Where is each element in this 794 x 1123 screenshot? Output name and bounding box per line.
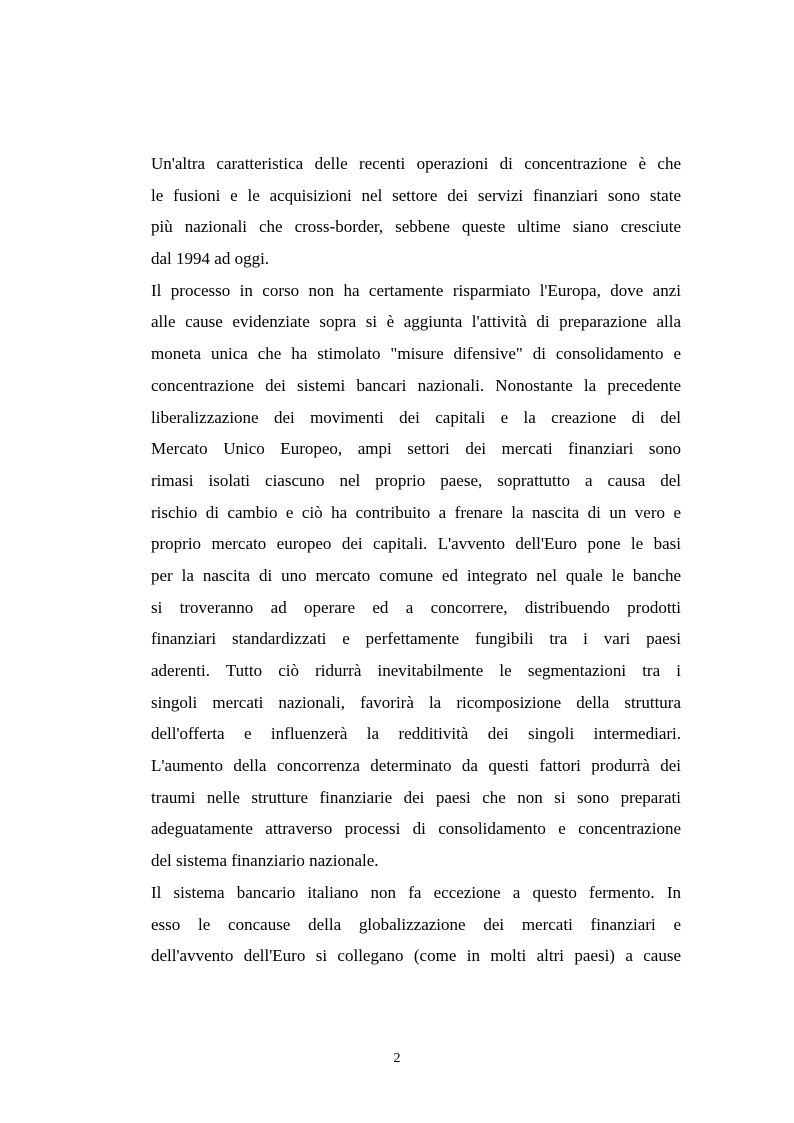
text-line: Mercato Unico Europeo, ampi settori dei mercati finanziari sono	[151, 439, 681, 459]
text-line: si troveranno ad operare ed a concorrere, distribuendo prodotti	[151, 597, 681, 617]
text-line: del sistema finanziario nazionale.	[151, 851, 379, 871]
text-line: moneta unica che ha stimolato "misure difensive" di consolidamento e	[151, 344, 681, 364]
text-line: le fusioni e le acquisizioni nel settore dei servizi finanziari sono state	[151, 185, 681, 205]
paragraph-2	[151, 275, 681, 877]
text-line: aderenti. Tutto ciò ridurrà inevitabilmente le segmentazioni tra i	[151, 661, 681, 680]
text-line: Il processo in corso non ha certamente risparmiato l'Europa, dove anzi	[151, 280, 681, 300]
text-line: esso le concause della globalizzazione dei mercati finanziari e	[151, 914, 681, 934]
text-line: dell'offerta e influenzerà la redditività dei singoli intermediari.	[151, 724, 681, 744]
text-line: alle cause evidenziate sopra si è aggiunta l'attività di preparazione alla	[151, 312, 681, 332]
text-line: adeguatamente attraverso processi di consolidamento e concentrazione	[151, 819, 681, 839]
page-number: 2	[393, 1051, 401, 1066]
text-line: dell'avvento dell'Euro si collegano (come in molti altri paesi) a cause	[151, 946, 681, 966]
text-line: L'aumento della concorrenza determinato da questi fattori produrrà dei	[151, 756, 681, 776]
text-line: finanziari standardizzati e perfettamente fungibili tra i vari paesi	[151, 629, 681, 649]
text-line: Il sistema bancario italiano non fa eccezione a questo fermento. In	[151, 882, 681, 902]
paragraph-3	[151, 877, 681, 972]
body-text	[151, 148, 681, 972]
text-line: per la nascita di uno mercato comune ed integrato nel quale le banche	[151, 565, 681, 585]
text-line: rimasi isolati ciascuno nel proprio paese, soprattutto a causa del	[151, 470, 681, 490]
text-line: singoli mercati nazionali, favorirà la ricomposizione della struttura	[151, 692, 681, 712]
text-line: traumi nelle strutture finanziarie dei paesi che non si sono preparati	[151, 787, 681, 807]
text-line: più nazionali che cross-border, sebbene queste ultime siano cresciute	[151, 217, 681, 237]
text-line: liberalizzazione dei movimenti dei capitali e la creazione di del	[151, 407, 681, 427]
text-line: concentrazione dei sistemi bancari nazionali. Nonostante la precedente	[151, 375, 681, 395]
text-line: Un'altra caratteristica delle recenti operazioni di concentrazione è che	[151, 154, 681, 173]
paragraph-1	[151, 148, 681, 275]
text-line: dal 1994 ad oggi.	[151, 249, 270, 269]
text-line: rischio di cambio e ciò ha contribuito a frenare la nascita di un vero e	[151, 502, 681, 522]
text-line: proprio mercato europeo dei capitali. L'avvento dell'Euro pone le basi	[151, 534, 681, 554]
